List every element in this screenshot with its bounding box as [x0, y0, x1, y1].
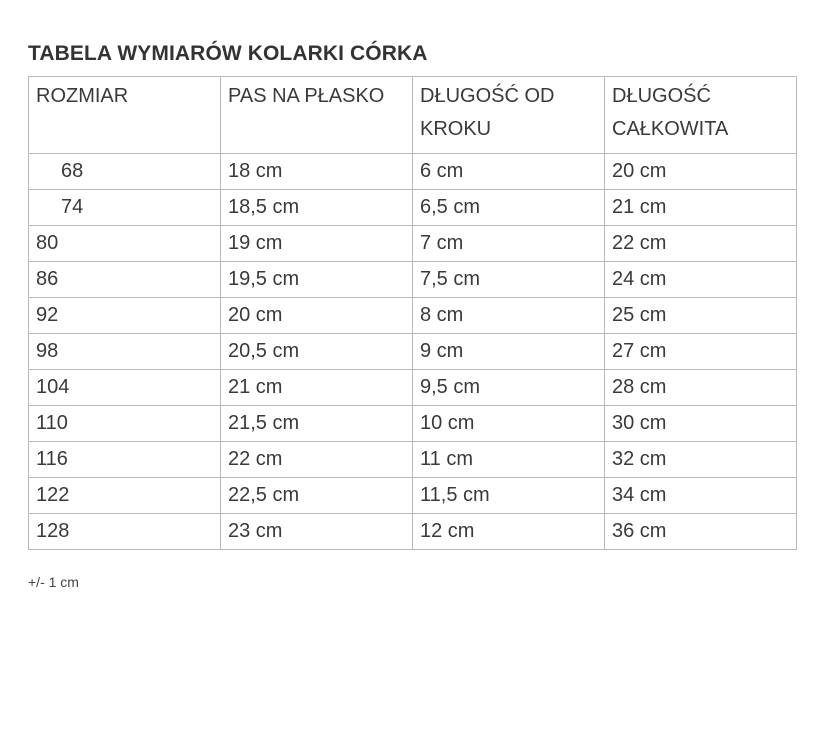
header-size: ROZMIAR [29, 77, 221, 154]
cell-size: 98 [29, 334, 221, 370]
tolerance-note: +/- 1 cm [28, 574, 79, 590]
table-row [29, 226, 797, 262]
cell-inseam: 6,5 cm [413, 190, 605, 226]
cell-total-length: 27 cm [605, 334, 797, 370]
cell-inseam: 10 cm [413, 406, 605, 442]
cell-size: 80 [29, 226, 221, 262]
table-row [29, 262, 797, 298]
cell-total-length: 28 cm [605, 370, 797, 406]
table-header-row [29, 77, 797, 154]
cell-inseam: 12 cm [413, 514, 605, 550]
cell-size: 74 [29, 190, 221, 226]
cell-waist: 22,5 cm [221, 478, 413, 514]
cell-waist: 19,5 cm [221, 262, 413, 298]
table-row [29, 190, 797, 226]
cell-size: 86 [29, 262, 221, 298]
cell-waist: 21,5 cm [221, 406, 413, 442]
cell-total-length: 24 cm [605, 262, 797, 298]
cell-size: 110 [29, 406, 221, 442]
cell-total-length: 34 cm [605, 478, 797, 514]
table-row [29, 154, 797, 190]
cell-total-length: 30 cm [605, 406, 797, 442]
cell-inseam: 7 cm [413, 226, 605, 262]
table-title: TABELA WYMIARÓW KOLARKI CÓRKA [28, 42, 428, 65]
cell-waist: 19 cm [221, 226, 413, 262]
cell-waist: 23 cm [221, 514, 413, 550]
cell-size: 122 [29, 478, 221, 514]
cell-waist: 18,5 cm [221, 190, 413, 226]
cell-waist: 21 cm [221, 370, 413, 406]
cell-waist: 20 cm [221, 298, 413, 334]
cell-inseam: 7,5 cm [413, 262, 605, 298]
cell-size: 68 [29, 154, 221, 190]
cell-waist: 20,5 cm [221, 334, 413, 370]
table-row [29, 298, 797, 334]
cell-size: 128 [29, 514, 221, 550]
table-row [29, 334, 797, 370]
cell-size: 104 [29, 370, 221, 406]
cell-total-length: 21 cm [605, 190, 797, 226]
header-waist: PAS NA PŁASKO [221, 77, 413, 154]
cell-inseam: 9 cm [413, 334, 605, 370]
cell-total-length: 20 cm [605, 154, 797, 190]
table-row [29, 478, 797, 514]
cell-inseam: 9,5 cm [413, 370, 605, 406]
table-row [29, 514, 797, 550]
header-inseam: DŁUGOŚĆ OD KROKU [413, 77, 605, 154]
cell-total-length: 36 cm [605, 514, 797, 550]
size-table [28, 76, 797, 550]
cell-total-length: 32 cm [605, 442, 797, 478]
table-row [29, 370, 797, 406]
cell-inseam: 6 cm [413, 154, 605, 190]
cell-inseam: 11,5 cm [413, 478, 605, 514]
cell-total-length: 22 cm [605, 226, 797, 262]
header-total-length: DŁUGOŚĆ CAŁKOWITA [605, 77, 797, 154]
table-row [29, 442, 797, 478]
cell-size: 116 [29, 442, 221, 478]
cell-inseam: 11 cm [413, 442, 605, 478]
cell-waist: 18 cm [221, 154, 413, 190]
cell-size: 92 [29, 298, 221, 334]
cell-waist: 22 cm [221, 442, 413, 478]
cell-inseam: 8 cm [413, 298, 605, 334]
cell-total-length: 25 cm [605, 298, 797, 334]
table-row [29, 406, 797, 442]
